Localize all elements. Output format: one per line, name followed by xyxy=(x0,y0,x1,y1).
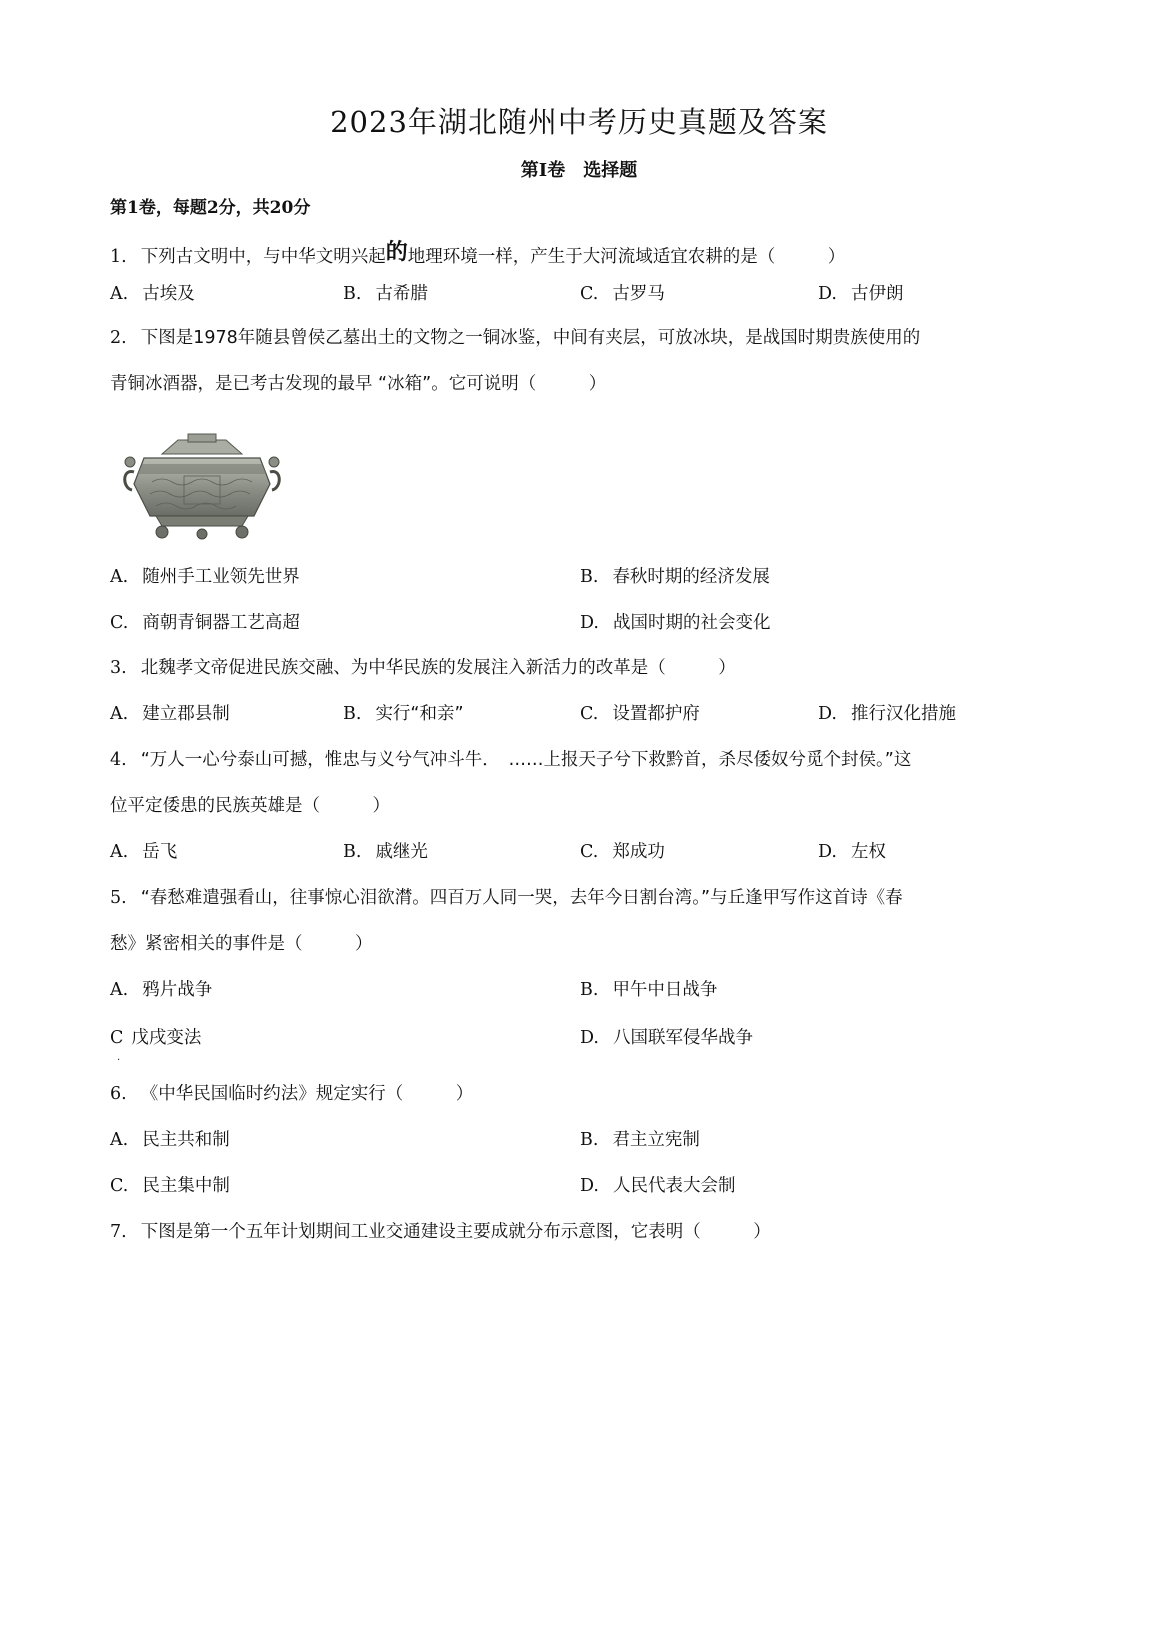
question-number: 1. xyxy=(110,247,127,267)
question-number: 6. xyxy=(110,1084,127,1104)
q1-option-c: C. 古罗马 xyxy=(580,284,665,304)
q6-option-b: B. 君主立宪制 xyxy=(580,1130,700,1150)
q3-option-b: B. 实行“和亲” xyxy=(343,704,464,724)
question-number: 2. xyxy=(110,328,127,348)
q1-option-a: A. 古埃及 xyxy=(110,284,195,304)
q3-option-c: C. 设置都护府 xyxy=(580,704,700,724)
question-5-line-1: 5. “春愁难遣强看山，往事惊心泪欲潸。四百万人同一哭，去年今日割台湾。”与丘逢甲写作这首诗《春 xyxy=(110,888,903,908)
question-7: 7. 下图是第一个五年计划期间工业交通建设主要成就分布示意图，它表明（ ） xyxy=(110,1222,771,1242)
section-title: 第Ⅰ卷 选择题 xyxy=(520,160,638,181)
q2-option-c: C. 商朝青铜器工艺高超 xyxy=(110,613,300,633)
question-3: 3. 北魏孝文帝促进民族交融、为中华民族的发展注入新活力的改革是（ ） xyxy=(110,658,736,678)
section-note: 第1卷，每题2分，共20分 xyxy=(110,198,311,218)
q4-option-b: B. 戚继光 xyxy=(343,842,428,862)
q2-option-a: A. 随州手工业领先世界 xyxy=(110,567,300,587)
q2-option-b: B. 春秋时期的经济发展 xyxy=(580,567,770,587)
bronze-ice-vessel-image xyxy=(122,432,282,542)
question-4-line-1: 4. “万人一心兮泰山可撼，惟忠与义兮气冲斗牛． ……上报天子兮下救黔首，杀尽倭奴兮觅个封侯。”这 xyxy=(110,750,912,770)
q1-option-d: D. 古伊朗 xyxy=(818,284,904,304)
q2-option-d: D. 战国时期的社会变化 xyxy=(580,613,771,633)
question-number: 7. xyxy=(110,1222,127,1242)
question-number: 4. xyxy=(110,750,127,770)
q5-option-d: D. 八国联军侵华战争 xyxy=(580,1028,753,1048)
q5-option-a: A. 鸦片战争 xyxy=(110,980,213,1000)
question-text-part: 下列古文明中，与中华文明兴起 xyxy=(140,247,386,267)
q4-option-a: A. 岳飞 xyxy=(110,842,178,862)
question-2-line-1: 2. 下图是1978年随县曾侯乙墓出土的文物之一铜冰鉴，中间有夹层，可放冰块，是战国时期贵族使用的 xyxy=(110,328,921,348)
page-title: 2023年湖北随州中考历史真题及答案 xyxy=(330,105,828,139)
q3-option-d: D. 推行汉化措施 xyxy=(818,704,956,724)
question-4-line-2: 位平定倭患的民族英雄是（ ） xyxy=(110,796,390,816)
question-number: 3. xyxy=(110,658,127,678)
q5-option-c: C 戊戌变法 xyxy=(110,1028,202,1048)
question-text-part: 地理环境一样，产生于大河流域适宜农耕的是（ ） xyxy=(407,247,846,267)
q6-option-c: C. 民主集中制 xyxy=(110,1176,230,1196)
question-5-line-2: 愁》紧密相关的事件是（ ） xyxy=(110,934,373,954)
question-text-part: 的 xyxy=(385,240,408,265)
q6-option-a: A. 民主共和制 xyxy=(110,1130,230,1150)
question-6: 6. 《中华民国临时约法》规定实行（ ） xyxy=(110,1084,474,1104)
q4-option-d: D. 左权 xyxy=(818,842,886,862)
stray-dot: . xyxy=(117,1052,121,1063)
q1-option-b: B. 古希腊 xyxy=(343,284,428,304)
q4-option-c: C. 郑成功 xyxy=(580,842,665,862)
q3-option-a: A. 建立郡县制 xyxy=(110,704,230,724)
q5-option-b: B. 甲午中日战争 xyxy=(580,980,718,1000)
question-2-line-2: 青铜冰酒器，是已考古发现的最早 “冰箱”。它可说明（ ） xyxy=(110,374,607,394)
question-1 xyxy=(110,235,845,268)
q6-option-d: D. 人民代表大会制 xyxy=(580,1176,736,1196)
question-number: 5. xyxy=(110,888,127,908)
